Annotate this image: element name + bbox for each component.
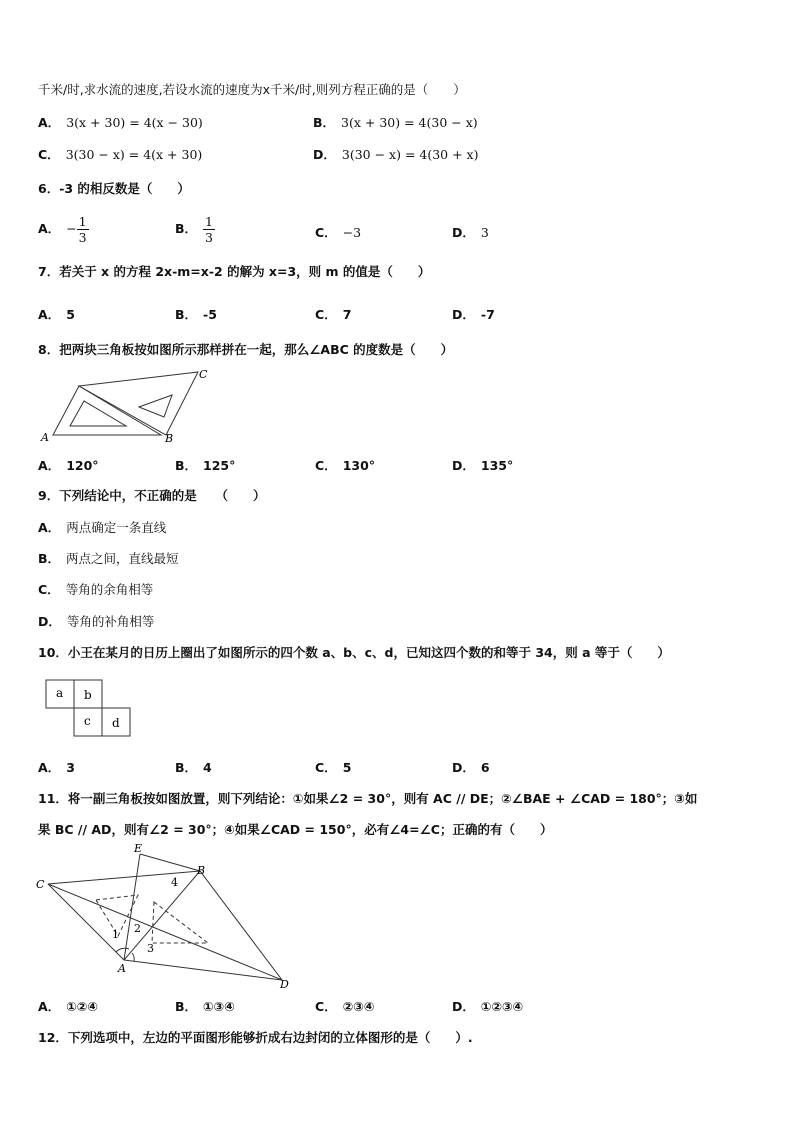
q8-option-c[interactable]: C． 130° <box>315 458 376 473</box>
q11-angle-arc-2 <box>132 953 134 961</box>
q8-label-c: C <box>199 368 208 381</box>
q11-label-a: A <box>118 962 126 975</box>
q11-label-e: E <box>134 842 143 855</box>
q11-dashed-triangle-right <box>152 902 208 943</box>
q11-option-b[interactable]: B． ①③④ <box>175 999 235 1014</box>
q10-option-a[interactable]: A． 3 <box>38 760 75 775</box>
q7-option-b[interactable]: B． -5 <box>175 307 217 322</box>
q10-calendar-figure <box>45 679 133 739</box>
q9-option-d[interactable]: D． 等角的补角相等 <box>38 614 155 629</box>
q11-line-a-c <box>48 884 124 960</box>
q7-option-d[interactable]: D． -7 <box>452 307 495 322</box>
q8-triangle-big-outer <box>53 386 161 435</box>
q11-angle-label-3: 3 <box>147 942 154 955</box>
q11-triangle-cbd <box>48 871 282 980</box>
q10-option-c[interactable]: C． 5 <box>315 760 352 775</box>
q5-option-d[interactable]: D． 3(30 − x) = 4(30 + x) <box>313 147 479 162</box>
q8-label-b: B <box>165 432 174 445</box>
q11-label-b: B <box>197 864 206 877</box>
q11-angle-label-2: 2 <box>134 922 141 935</box>
q5-stem: 千米/时,求水流的速度,若设水流的速度为x千米/时,则列方程正确的是（ ） <box>38 82 466 97</box>
q11-stem-line-1: 11．将一副三角板按如图放置，则下列结论：①如果∠2 = 30°，则有 AC // DE；②∠BAE + ∠CAD = 180°；③如 <box>38 791 698 806</box>
q5-option-a[interactable]: A． 3(x + 30) = 4(x − 30) <box>38 115 203 130</box>
q10-cell-a-text: a <box>56 686 64 700</box>
q10-option-d[interactable]: D． 6 <box>452 760 490 775</box>
q5-option-b[interactable]: B． 3(x + 30) = 4(30 − x) <box>313 115 478 130</box>
q11-label-c: C <box>36 878 45 891</box>
q7-option-a[interactable]: A． 5 <box>38 307 75 322</box>
q8-label-a: A <box>41 431 49 444</box>
q8-stem: 8．把两块三角板按如图所示那样拼在一起，那么∠ABC 的度数是（ ） <box>38 342 454 357</box>
q7-option-c[interactable]: C． 7 <box>315 307 352 322</box>
q9-option-a[interactable]: A． 两点确定一条直线 <box>38 520 167 535</box>
q10-stem: 10．小王在某月的日历上圈出了如图所示的四个数 a、b、c、d，已知这四个数的和等于 34，则 a 等于（ ） <box>38 645 670 660</box>
q11-angle-label-4: 4 <box>171 876 178 889</box>
q8-triangle-big-inner <box>70 401 126 426</box>
q11-angle-arc-1 <box>116 948 129 952</box>
q5-option-c[interactable]: C． 3(30 − x) = 4(x + 30) <box>38 147 203 162</box>
q10-cell-d-text: d <box>112 716 120 730</box>
q11-label-d: D <box>280 978 289 990</box>
q11-stem-line-2: 果 BC // AD，则有∠2 = 30°；④如果∠CAD = 150°，必有∠4=∠C；正确的有（ ） <box>38 822 553 837</box>
q9-stem: 9．下列结论中，不正确的是 （ ） <box>38 488 266 503</box>
q6-option-d[interactable]: D． 3 <box>452 225 489 240</box>
q11-option-d[interactable]: D． ①②③④ <box>452 999 524 1014</box>
q8-triangle-small-inner <box>139 395 172 417</box>
q8-option-d[interactable]: D． 135° <box>452 458 514 473</box>
q11-option-a[interactable]: A． ①②④ <box>38 999 98 1014</box>
q10-cell-c-text: c <box>84 714 91 728</box>
q11-angle-label-1: 1 <box>112 928 119 941</box>
q12-stem: 12．下列选项中，左边的平面图形能够折成右边封闭的立体图形的是（ ）. <box>38 1030 473 1045</box>
q6-option-c[interactable]: C． −3 <box>315 225 362 240</box>
q10-cell-b-text: b <box>84 688 92 702</box>
q9-option-c[interactable]: C． 等角的余角相等 <box>38 582 154 597</box>
q10-option-b[interactable]: B． 4 <box>175 760 212 775</box>
q6-option-b[interactable]: B． $\frac{1}{3}$ <box>175 214 213 245</box>
q6-option-a[interactable]: A． − $\frac{1}{3}$ <box>38 214 87 245</box>
q8-option-b[interactable]: B． 125° <box>175 458 236 473</box>
q11-line-e-b <box>140 854 200 871</box>
q7-stem: 7．若关于 x 的方程 2x-m=x-2 的解为 x=3，则 m 的值是（ ） <box>38 264 431 279</box>
q11-figure <box>34 840 304 990</box>
q8-figure <box>36 366 216 446</box>
q8-option-a[interactable]: A． 120° <box>38 458 99 473</box>
q9-option-b[interactable]: B． 两点之间，直线最短 <box>38 551 179 566</box>
q11-option-c[interactable]: C． ②③④ <box>315 999 375 1014</box>
q6-stem: 6．-3 的相反数是（ ） <box>38 181 190 196</box>
